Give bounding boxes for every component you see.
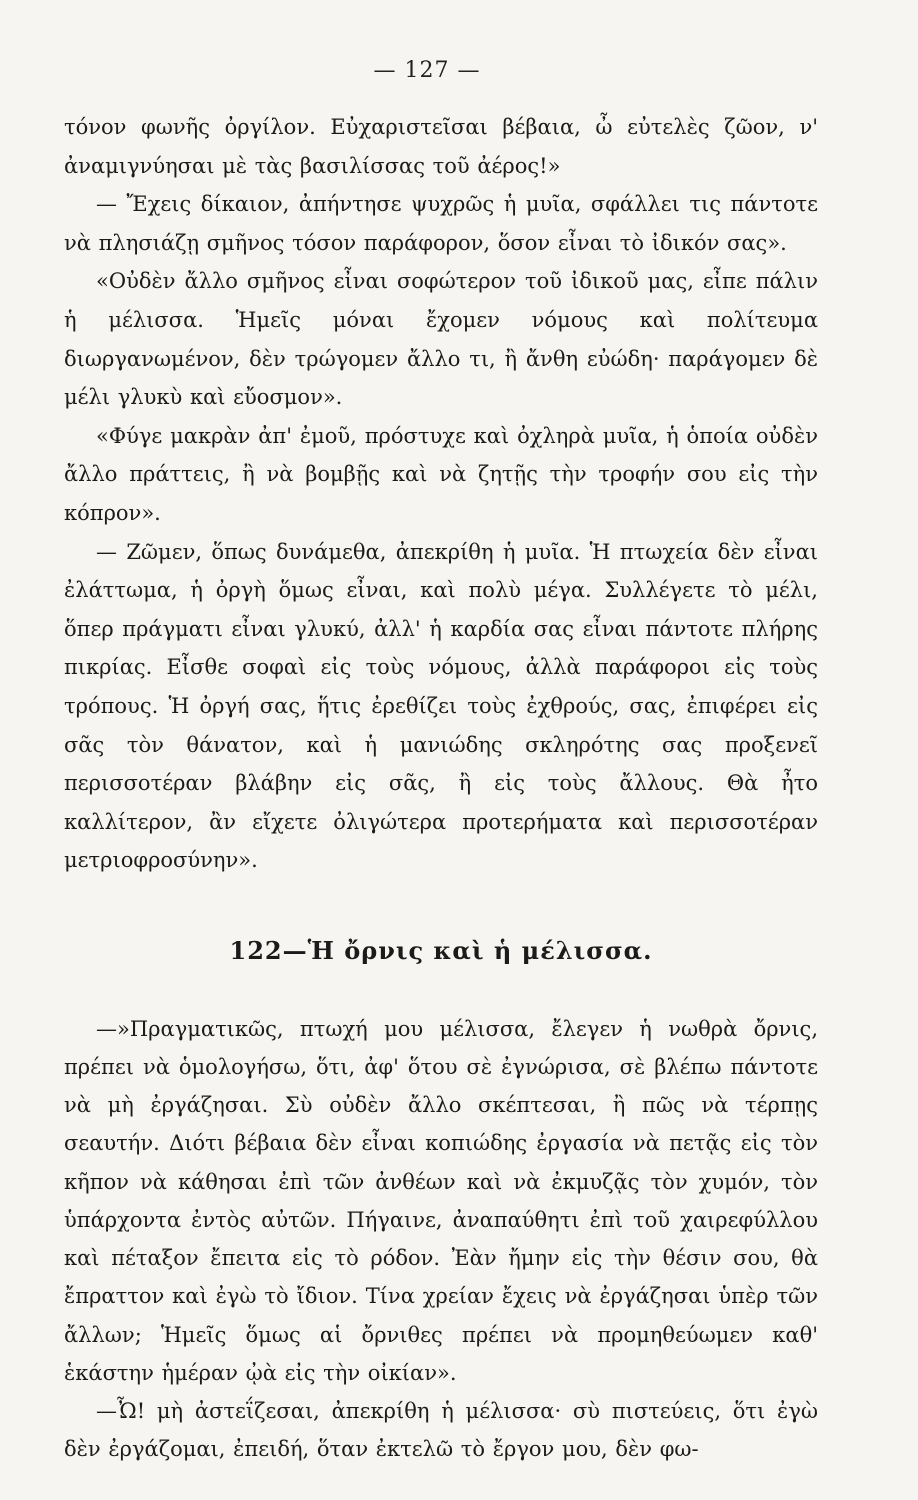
- page-body: [64, 108, 818, 1468]
- paragraph: —Ὦ! μὴ ἀστεΐζεσαι, ἀπεκρίθη ἡ μέλισσα· σὺ πιστεύεις, ὅτι ἐγὼ δὲν ἐργάζομαι, ἐπειδή, ὅταν ἐκτελῶ τὸ ἔργον μου, δὲν φω-: [64, 1398, 818, 1462]
- paragraph: «Φύγε μακρὰν ἀπ' ἐμοῦ, πρόστυχε καὶ ὀχληρὰ μυῖα, ἡ ὁποία οὐδὲν ἄλλο πράττεις, ἢ νὰ βομβῇς καὶ νὰ ζητῇς τὴν τροφήν σου εἰς τὴν κόπρον».: [64, 423, 818, 525]
- fable-title: 122—Ἡ ὄρνις καὶ ἡ μέλισσα.: [229, 935, 653, 965]
- paragraph: «Οὐδὲν ἄλλο σμῆνος εἶναι σοφώτερον τοῦ ἰδικοῦ μας, εἶπε πάλιν ἡ μέλισσα. Ἡμεῖς μόναι ἔχομεν νόμους καὶ πολίτευμα διωργανωμένον, δὲν τρώγομεν ἄλλο τι, ἢ ἄνθη εὐώδη· παράγομεν δὲ μέλι γλυκὺ καὶ εὔοσμον».: [64, 269, 818, 410]
- fable-122-text: [64, 1010, 818, 1468]
- fable-121-continuation: [64, 108, 818, 880]
- paragraph: τόνον φωνῆς ὀργίλον. Εὐχαριστεῖσαι βέβαια, ὦ εὐτελὲς ζῶον, ν' ἀναμιγνύησαι μὲ τὰς βασιλίσσας τοῦ ἀέρος!»: [64, 115, 818, 178]
- paragraph: —»Πραγματικῶς, πτωχή μου μέλισσα, ἔλεγεν ἡ νωθρὰ ὄρνις, πρέπει νὰ ὁμολογήσω, ὅτι, ἀφ' ὅτου σὲ ἐγνώρισα, σὲ βλέπω πάντοτε νὰ μὴ ἐργάζησαι. Σὺ οὐδὲν ἄλλο σκέπτεσαι, ἢ πῶς νὰ τέρπῃς σεαυτήν. Διότι βέβαια δὲν εἶναι κοπιώδης ἐργασία νὰ πετᾷς εἰς τὸν κῆπον νὰ κάθησαι ἐπὶ τῶν ἀνθέων καὶ νὰ ἐκμυζᾷς τὸν χυμόν, τὸν ὑπάρχοντα ἐντὸς αὐτῶν. Πήγαινε, ἀναπαύθητι ἐπὶ τοῦ χαιρεφύλλου καὶ πέταξον ἔπειτα εἰς τὸ ρόδον. Ἐὰν ἤμην εἰς τὴν θέσιν σου, θὰ ἔπραττον καὶ ἐγὼ τὸ ἴδιον. Τίνα χρείαν ἔχεις νὰ ἐργάζησαι ὑπὲρ τῶν ἄλλων; Ἡμεῖς ὅμως αἱ ὄρνιθες πρέπει νὰ προμηθεύωμεν καθ' ἑκάστην ἡμέραν ᾠὰ εἰς τὴν οἰκίαν».: [64, 1016, 818, 1385]
- paragraph: — Ζῶμεν, ὅπως δυνάμεθα, ἀπεκρίθη ἡ μυῖα. Ἡ πτωχεία δὲν εἶναι ἐλάττωμα, ἡ ὀργὴ ὅμως εἶναι, καὶ πολὺ μέγα. Συλλέγετε τὸ μέλι, ὅπερ πράγματι εἶναι γλυκύ, ἀλλ' ἡ καρδία σας εἶναι πάντοτε πλήρης πικρίας. Εἶσθε σοφαὶ εἰς τοὺς νόμους, ἀλλὰ παράφοροι εἰς τοὺς τρόπους. Ἡ ὀργή σας, ἥτις ἐρεθίζει τοὺς ἐχθρούς, σας, ἐπιφέρει εἰς σᾶς τὸν θάνατον, καὶ ἡ μανιώδης σκληρότης σας προξενεῖ περισσοτέραν βλάβην εἰς σᾶς, ἢ εἰς τοὺς ἄλλους. Θὰ ἦτο καλλίτερον, ἂν εἴχετε ὀλιγώτερα προτερήματα καὶ περισσοτέραν μετριοφροσύνην».: [64, 539, 818, 873]
- page-number: — 127 —: [373, 58, 481, 83]
- paragraph: — Ἔχεις δίκαιον, ἀπήντησε ψυχρῶς ἡ μυῖα, σφάλλει τις πάντοτε νὰ πλησιάζῃ σμῆνος τόσον παράφορον, ὅσον εἶναι τὸ ἰδικόν σας».: [64, 192, 818, 255]
